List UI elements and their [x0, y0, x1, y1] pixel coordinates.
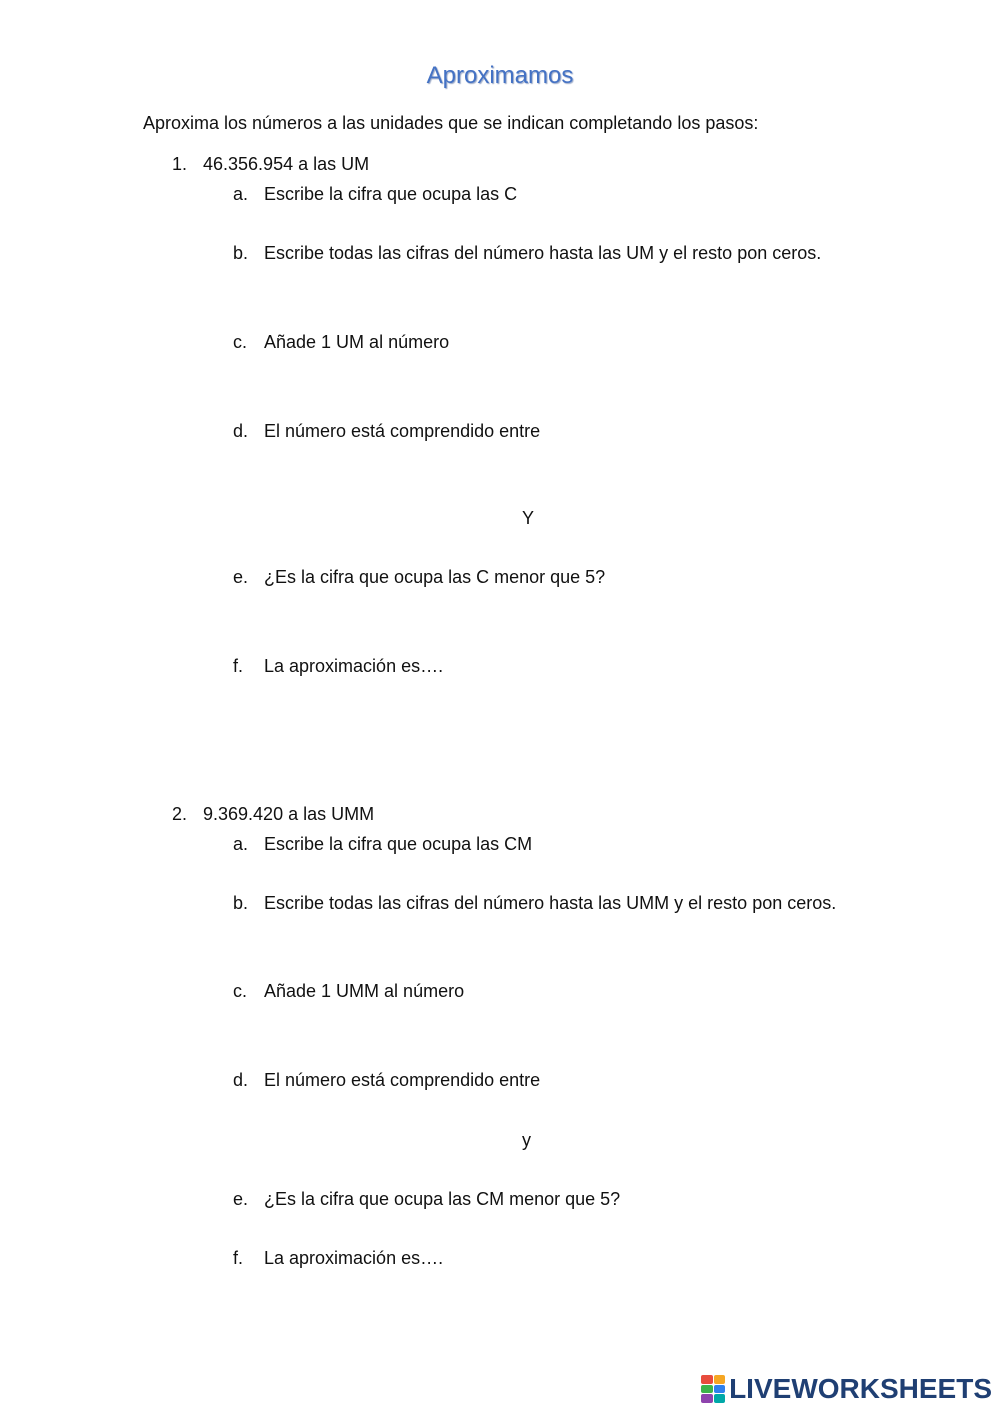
- step-text: Escribe la cifra que ocupa las C: [264, 184, 518, 204]
- step-letter: b.: [233, 243, 249, 263]
- step-text: Añade 1 UMM al número: [264, 981, 465, 1001]
- liveworksheets-logo: [701, 1373, 992, 1405]
- question-text: 9.369.420 a las UMM: [203, 804, 375, 824]
- step-letter: f.: [233, 1248, 244, 1268]
- step-letter: c.: [233, 981, 248, 1001]
- instructions: Aproxima los números a las unidades que se indican completando los pasos:: [143, 113, 759, 133]
- step-letter: a.: [233, 834, 249, 854]
- logo-tile: [714, 1385, 726, 1394]
- step-text: ¿Es la cifra que ocupa las CM menor que 5?: [264, 1189, 621, 1209]
- step-letter: c.: [233, 332, 248, 352]
- step-letter: d.: [233, 1070, 249, 1090]
- logo-tile: [701, 1375, 713, 1384]
- step-text: ¿Es la cifra que ocupa las C menor que 5?: [264, 567, 606, 587]
- step-text: Escribe la cifra que ocupa las CM: [264, 834, 533, 854]
- range-separator: Y: [522, 508, 535, 528]
- question-text: 46.356.954 a las UM: [203, 154, 370, 174]
- logo-tile: [714, 1394, 726, 1403]
- question-number: 1.: [172, 154, 188, 174]
- step-letter: a.: [233, 184, 249, 204]
- logo-text: LIVEWORKSHEETS: [729, 1373, 992, 1404]
- range-separator: y: [522, 1130, 531, 1150]
- step-text: La aproximación es….: [264, 1248, 444, 1268]
- step-letter: b.: [233, 893, 249, 913]
- step-letter: e.: [233, 567, 249, 587]
- step-text: El número está comprendido entre: [264, 1070, 541, 1090]
- step-text: Añade 1 UM al número: [264, 332, 450, 352]
- question-number: 2.: [172, 804, 188, 824]
- step-letter: d.: [233, 421, 249, 441]
- step-text: El número está comprendido entre: [264, 421, 541, 441]
- logo-mark-icon: [701, 1375, 725, 1403]
- logo-tile: [701, 1385, 713, 1394]
- logo-tile: [701, 1394, 713, 1403]
- logo-tile: [714, 1375, 726, 1384]
- page-title: Aproximamos: [426, 62, 574, 89]
- step-text: Escribe todas las cifras del número hasta las UM y el resto pon ceros.: [264, 243, 822, 263]
- step-letter: f.: [233, 656, 244, 676]
- step-text: Escribe todas las cifras del número hasta las UMM y el resto pon ceros.: [264, 893, 837, 913]
- step-letter: e.: [233, 1189, 249, 1209]
- step-text: La aproximación es….: [264, 656, 444, 676]
